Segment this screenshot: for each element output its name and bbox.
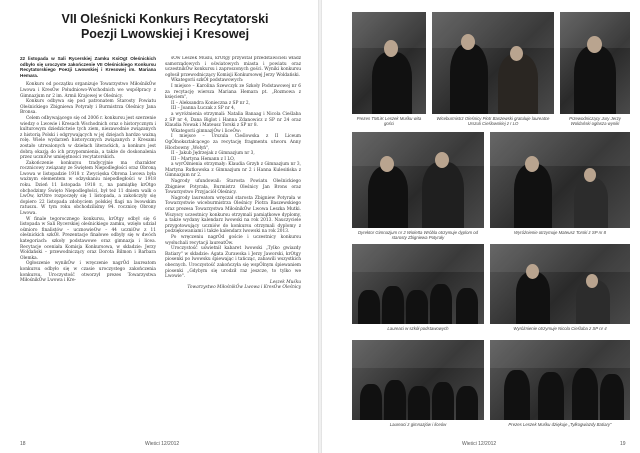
- paragraph: Nagrody laureatom wręczał starosta Zbigniew Potyrała w Towarzystwie wiceburmistrza Oleśnicy Piotra Baszewskiego oraz prezesa Towarzystwa MiłośnikÓw Lwowa Leszka Mutki. Wszyscy uczestnicy konkursu otrzymali pamiątkowe dyplomy, a także wydany kalendarz lwowski na rok 2013. Nauczyciele przygotowujący uczniów do konkursu otrzymali dyplomy z podziękowaniami i także kalendarz lwowski na rok 2013.: [165, 195, 301, 235]
- photo-8: [352, 340, 484, 420]
- text-column-2: [165, 56, 301, 436]
- photo-caption: Prezes Leszek Muśku dziękuje „Tylkogwiazdy Batiary": [508, 422, 612, 427]
- photo-caption: Wyróżnienie otrzymuje Nicola Cieślaba z SP nr 4: [513, 326, 607, 331]
- paragraph: sÓw Leszek Muślu, krOtgy przywitał przedstawicieli władz samorządowych i oświatowych miasta i powiatu oraz uczestnikÓw konkursu i zaproszonych gości. Wyniki konkursu ogłosił przewodniczący Komisji Konkursowej Jerzy Woldański.: [165, 56, 301, 78]
- text-column-1: [20, 56, 156, 424]
- author-organization: Towarzystwo MiłośnikÓw Lwowa i KresÓw Oleśnicy: [187, 285, 301, 291]
- paragraph: Po wręczeniu nagrÓd goście i uczestnicy konkursu wysłuchali recytacji laureatÓw.: [165, 235, 301, 246]
- paragraph: Zakończenie konkursu tradycyjnie ma charakter rocznicowy związany ze Świętem Niepodległości oraz Obroną Lwowa w listopadzie 1918 r. Zwycięska Obrona Lwowa była ważnym elementem w odzyskaniu niepodległości w 1918 roku. Dzień 11 listopada 1918 r., na pamiątkę krOtgo obchodzimy Święto Niepodległości, był też 11 dniem walk o LwÓw, krOtre rozpoczęły się 1 listopada, a zakończyły się dopiero 22 listopada zdobyciem polskiej flagi na lwowskim ratuszu. W tym roku obchodziliśmy 94. rocznicę Obrony Lwowa.: [20, 160, 156, 217]
- photo-caption: Dyrektor Gimnazjum nr 2 Wioletta Wróbla otrzymuje dyplom od starosty Zbigniewa Potyrały: [357, 230, 479, 240]
- paragraph: I miejsce – Urszula Cieślowska z II Liceum OgÓlnokształcącego za recytację fragmentu utworu Anny Hlocbowny „Wołyń",: [165, 134, 301, 151]
- right-page: [322, 0, 640, 453]
- photo-6: [352, 244, 484, 324]
- paragraph: Konkurs od początku organizuje Towarzystwo MiłośnikÓw Lwowa i KresÓw Południowo-Wschodnich we współpracy z Gimnazjum nr 2 im. Armii Krajowej w Oleśnicy.: [20, 82, 156, 99]
- author: Leszek Muśku: [269, 279, 301, 285]
- paragraph: Nagrody ufundowali: Starosta Powiatu Oleśnickiego Zbigniew Potyrała, Burmistrz Oleśnicy Jan Brons oraz Towarzystwo Przyjaciół Oleśnicy.: [165, 179, 301, 196]
- article-title: [20, 12, 310, 42]
- photo-3: [560, 12, 630, 114]
- photo-9: [490, 340, 630, 420]
- paragraph: Wkategorii gimnazjÓw i liceÓw:: [171, 128, 242, 134]
- photo-caption: Prezes TMLiK Leszek Muśku wita gości: [356, 116, 422, 126]
- page-number-left: 18: [20, 441, 26, 447]
- paragraph: II – Jakub Jędrzejak z Gimnazjum nr 3,: [171, 151, 255, 157]
- paragraph: a wyróżnienia otrzymali: Natalia Banaag i Nicola Cieślaba z SP nr 4, Dana Biglot i Hanna Zdanowicz z SP nr 24 oraz Klaudia Nowak i Mateusz Torski z SP nr 8.: [165, 111, 301, 129]
- paragraph: Wkategorii szkÓł podstawowych:: [171, 78, 244, 84]
- paragraph: Uroczystość uświetnił kabaret lwowski „Tylko gwiazdy Batiary" w składzie: Agata Zurawska i Jerzy Jaworski, krOtgy piosenki po lwowsku śpiewając i tańcząc, zabawili wszystkich obecnych. Uroczystość zakończyła się wspÓlnym śpiewaniem piosenki „Gdybym się urodził raz jeszcze, to tylko we Lwowie".: [165, 246, 301, 280]
- paragraph: a wyrÓżnienia otrzymały: Klaudia Grzyb z Gimnazjum nr 3, Martyna Rutkowska z Gimnazjum nr 2 i Hanna Kulesińska z Gimnazjum nr 2.: [165, 162, 301, 179]
- photo-caption: Laureaci w szkół podstawowych: [387, 326, 449, 331]
- magazine-issue-right: Wieści 12/2012: [462, 441, 497, 447]
- article-lead: 22 listopada w Sali Rycerskiej Zamku KsiOgt Oleśnickich odbyło się uroczyste zakończenie VII Oleśnickiego Konkursu Recytatorskiego Poezji Lwowskiej i Kresowej im. Mariana Hemara.: [20, 56, 156, 78]
- page-number-right: 19: [620, 441, 626, 447]
- paragraph: III – Joanna Łuczak z SP nr 4,: [171, 106, 236, 112]
- paragraph: Konkurs odbywa się pod patronatem Starosty Powiatu Oleśnickiego Zbigniewa Potyrały i Burmistrza Oleśnicy Jana Bronsa.: [20, 99, 156, 116]
- photo-2: [432, 12, 554, 114]
- paragraph: II – Aleksandra Konieczna z SP nr 2,: [171, 100, 251, 106]
- left-page: [0, 0, 318, 453]
- paragraph: W finale tegorocznego konkursu, krOtgy odbył się 6 listopada w Sali Rycerskiej oleśnickiego zamku, wzięło udział ośmioro finalistów – ucznowieOw – 44 uczniOw z 11 oleśnickich szkÓł. Prezentacje finałowe odbyły się w dwóch kategoriach: szkoły podstawowe oraz gimnazja i licea. Recytacje oceniała Komisja Konkursowa, w składzie: Jerzy Woldański – przewodniczący oraz Dorota Bilmon i Barbara Olemka.: [20, 216, 156, 261]
- photo-7: [490, 244, 630, 324]
- paragraph: Celem odbywającego się od 2006 r. konkursu jest szerzenie wiedzy o Lwowie i Kresach Wschodnich oraz o historycznym i kulturowym dziedzictwie tych ziem, niezawodnie związanych z historią Polski i odgrywających w jej dziejach bardzo ważną rolę. Wiele wydarzeń historycznych związanych z Kresami zostało utrwalonych w dziełach literackich, a konkurs jest dobrą okazją do ich przypomnienia, a także do doskonalenia przez uczniÓw umiejętności recytatorskich.: [20, 115, 156, 161]
- photo-caption: Wyróżnienie otrzymuje Mateusz Torski z SP nr 8: [513, 230, 607, 235]
- article-title-line2: Poezji Lwowskiej i Kresowej: [80, 27, 250, 41]
- article-title-line1: VII Oleśnicki Konkurs Recytatorski: [61, 12, 269, 26]
- photo-caption: Wiceburmistrz Oleśnicy Piotr Baszewski gratuluje laureatce Urszuli Cieślowskiej z I LO: [436, 116, 550, 126]
- photo-1: [352, 12, 426, 114]
- photo-5: [490, 132, 630, 228]
- photo-caption: Przewodniczący Jury Jerzy Woldański ogłasza wyniki: [569, 116, 621, 126]
- magazine-issue-left: Wieści 12/2012: [145, 441, 180, 447]
- paragraph: I miejsce – Karolina Szewczyk ze Szkoły Podstawowej nr 6 za recytację wiersza Mariana Hemara pt. „Rozmowa z księciem",: [165, 83, 301, 101]
- photo-caption: Laureaci z gimnazjów i liceów: [389, 422, 447, 427]
- paragraph: III – Martyna Hemann z I LO,: [171, 156, 235, 162]
- paragraph: Ogłoszenie wynikÓw i wręczenie nagrÓd laureatom konkursu odbyło się w czasie uroczystego zakończenia konkursu. Uroczystość otworzył prezes Towarzystwa MiłośnikÓw Lwowa i Kre-: [20, 261, 156, 284]
- photo-4: [352, 132, 484, 228]
